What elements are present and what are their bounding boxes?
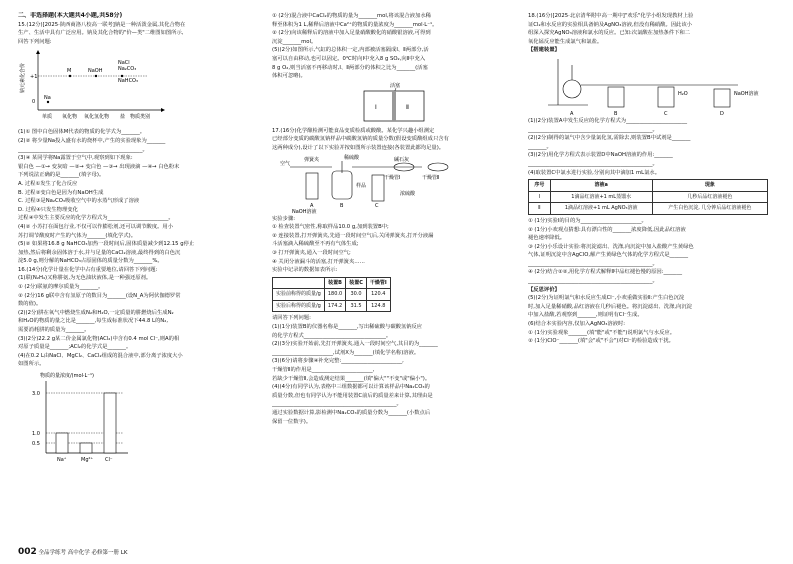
text-line: 中加入盐酸,若观察到_______,则证明有Cl⁻生成。 <box>528 312 643 319</box>
text-line: 组深入探究AgNO₃溶液和氯水的反应。已知:次氯酸在加热条件下和二 <box>528 30 691 37</box>
label-air: 空气 <box>280 160 291 167</box>
table-header-cell: 装置C <box>346 277 367 289</box>
point-m: M <box>67 68 72 75</box>
text-line: (3)(2分)22.2 g某二价金属氯化物(ACl₂)中含有0.4 mol Cl⁻,则A的相 <box>18 335 180 342</box>
bar-1 <box>80 443 92 453</box>
table-cell: 几秒后品红溶液褪色 <box>652 191 767 203</box>
data-table-18 <box>528 179 768 215</box>
text-line: 通过实验数据计算,影检测中Na₂CO₃的质量分数为_______(小数点后 <box>272 410 431 416</box>
text-line: 塞可以自由移动,也可以固定。0℃时向Ⅰ中充入8 g SO₂,向Ⅱ中充入 <box>272 55 426 62</box>
valence-diagram-svg <box>18 48 168 126</box>
text-line: (1)联(N₂H₄)又称肼氨,为无色油状液体,是一种强还原剂。 <box>18 275 152 282</box>
text-line: _______________________________________________。 <box>528 278 658 285</box>
text-line: (1)(2分)装置A中发生反应的化学方程式为_______________________ <box>528 117 687 124</box>
data-table-17 <box>272 277 391 313</box>
text-line: 生产、生活中具有广泛应用。钠及其化合物的"价—类"二维图如图所示, <box>18 30 184 37</box>
label-dryer1: 干燥管Ⅰ <box>384 174 401 181</box>
text-line: (4)取装置C中氯水进行实验,分别向其中滴加1 mL氯水。 <box>528 169 660 176</box>
y-tick-label: 0.5 <box>32 441 40 447</box>
page-footer <box>18 547 127 557</box>
point-nacl: NaCl <box>118 60 130 67</box>
text-line: 淀5.0 g,则分解的NaHCO₃占原固体的质量分数为_______%。 <box>18 258 163 265</box>
text-line: ② 连接装置,打开弹簧夹,先通一段时间空气后,关闭弹簧夹,打开分液漏 <box>272 232 434 239</box>
piston-svg <box>272 81 517 127</box>
text-line: (2)② 将少量Na投入盛有水的烧杯中,产生的实验现象为_______ <box>18 137 166 144</box>
text-line: 需要消耗肼的质量为_______。 <box>18 327 90 334</box>
label-h2so4: 浓硫酸 <box>400 190 416 197</box>
bar-0 <box>56 433 68 453</box>
text-line: 褪色速率降低。 <box>528 235 566 242</box>
text-line: 16.(14分)化学计量在化学中占有重要地位,请回答下列问题: <box>18 266 158 273</box>
x-tick-label: Cl⁻ <box>105 457 113 463</box>
text-line: ① (1分)实验Ⅰ的目的为_______________________。 <box>528 217 647 224</box>
text-line: 若缺少干燥管Ⅱ,会造成测定结果_______(填"偏大""不变"或"偏小")。 <box>272 375 431 382</box>
table-cell: 实验后称得的质量/g <box>273 300 325 312</box>
valence-class-diagram <box>18 48 263 126</box>
page-number: 002 <box>18 547 37 557</box>
label-acid: 稀硫酸 <box>344 154 360 161</box>
y-tick-label: 1.0 <box>32 431 40 437</box>
text-line: 苏打调节酸度时产生的气体为_______(填化学式)。 <box>18 232 137 239</box>
text-line: (5)② 如果将16.8 g NaHCO₃加热一段时间后,固体质量减少到12.15 g停止 <box>18 241 195 248</box>
ion-bar-chart-svg <box>18 371 138 467</box>
text-line: (1)① 图中白色固体M代表的物质的化学式为_______。 <box>18 129 146 136</box>
table-header-cell: 溶液a <box>550 180 652 192</box>
text-line: 17.(16分)化学酿检测可能食品变质检质或酸酸。某化学兴趣小组测定 <box>272 127 435 134</box>
q17-questions <box>272 314 517 426</box>
text-line: B. 过程②变白色是因为有NaOH生成 <box>18 189 104 196</box>
table-header-cell <box>273 277 325 289</box>
ion-concentration-chart <box>18 371 263 467</box>
text-line: ① 检查装置气密性,称取样品10.0 g,加到装置B中; <box>272 224 389 231</box>
text-line: (3)(6分)请将步骤④补充完整:_______________________, <box>272 358 404 365</box>
q18-part4-items <box>528 217 776 286</box>
label-naoh18: NaOH溶液 <box>734 90 759 97</box>
text-line: 如图所示。 <box>18 361 45 368</box>
text-line: 银白色 —①→ 变灰暗 —②→ 变白色 —③→ 出现液滴 —④→ 白色粉末 <box>18 163 180 170</box>
table-header-cell: 现象 <box>652 180 767 192</box>
table-row <box>529 191 768 203</box>
text-line: ③ 打开弹簧夹,通入一段时间空气; <box>272 249 351 256</box>
xcat-salt: 盐 <box>120 114 126 121</box>
text-line: 回答下列问题: <box>18 38 52 45</box>
text-line: 下列说法正确的是_______(填字母)。 <box>18 172 105 179</box>
table-cell: 30.0 <box>346 289 367 301</box>
table-cell: 174.2 <box>324 300 345 312</box>
xcat-oxide: 氧化物 <box>62 114 78 121</box>
text-line: ① (2分)联氨的摩尔质量为_______。 <box>18 284 104 291</box>
text-line: 18.(16分)[2025·北京清华附中高一期中]"欢乐"化学小组发现教材上验 <box>528 13 694 19</box>
table-cell: 1滴品红溶液+1 mL AgNO₃溶液 <box>550 203 652 215</box>
label-c: C <box>375 202 379 209</box>
label-dryer2: 干燥管Ⅱ <box>422 174 440 181</box>
text-line: 过程④中发生主要反应的化学方程式为_______________________。 <box>18 215 174 222</box>
text-line: ② (2分)向该稀释后的溶液中加入足量硝酸酸化的硝酸银溶液,可得到 <box>272 30 431 37</box>
text-line: 时,加入足量稀硝酸,品红溶液在几秒后褪色。将沉淀滤出、洗涤,向沉淀 <box>528 303 692 310</box>
column-2 <box>272 12 517 426</box>
text-line: 体积可忽略)。 <box>272 73 306 80</box>
column-3 <box>528 12 776 346</box>
text-line: (3)④ 某同学将Na露置于空气中,观察到如下现象: <box>18 155 133 162</box>
text-line: (1)(1分)装置B的仪器名称是_______,写出稀硫酸与碳酸氢钠反应 <box>272 324 423 331</box>
text-line: _______________________,试剂X为_______(填化学名称)溶液。 <box>272 349 420 356</box>
text-line: (2)(3分)实验开始前,先打开弹簧夹,通入一段时间空气,其目的为_______ <box>272 341 438 348</box>
text-line: (5)(2分)如图所示,气缸的总体积一定,内部被活塞隔成Ⅰ、Ⅱ两部分,活 <box>272 47 429 54</box>
table-cell: 1滴品红溶液+1 mL蒸馏水 <box>550 191 652 203</box>
chamber-2: Ⅱ <box>406 103 409 111</box>
text-line: 氧化锰反应能生成氯气和氯盐。 <box>528 38 603 45</box>
text-line: 这两种成分),设计了以下实验并按如图所示装置连接(各装置此都均足量)。 <box>272 144 445 151</box>
table-header-row <box>529 180 768 192</box>
text-line: 实验步骤: <box>272 215 295 222</box>
text-line: 请回答下列问题: <box>272 315 311 322</box>
text-line: 干燥管Ⅱ的作用是_______________________, <box>272 367 375 374</box>
diagram-ylabel: 钠元素化合价 <box>20 63 26 94</box>
text-line: (5)(2分)为证明氯气和水反应生成Cl⁻,小欢重做实验Ⅱ:产生白色沉淀 <box>528 295 685 302</box>
text-line: 8 g O₂,则当活塞不再移动时,Ⅰ、Ⅱ两部分的体积之比为_______(活塞 <box>272 64 428 71</box>
text-line: (4)(4分)有同学认为,表格中三组数据都可以计算该样品中Na₂CO₃的 <box>272 384 430 391</box>
text-line: _______________________________________________。 <box>528 160 658 167</box>
text-line: (2)(2分)肼在氧气中燃烧生成N₂和H₂O,一定质量的肼燃烧后生成N₂ <box>18 309 174 316</box>
text-line: 实验中记录的数据如表所示: <box>272 267 338 274</box>
label-b: B <box>340 202 344 209</box>
text-line: 沉淀_______mol。 <box>272 38 317 45</box>
q18-part1-4 <box>528 117 776 177</box>
table-row <box>529 203 768 215</box>
label-water: H₂O <box>678 90 688 97</box>
text-line: 证Cl₂和水反应的实验相具备钠及AgNO₃溶液,但没有稀硝酸。因此该小 <box>528 21 692 28</box>
text-line: 的化学方程式_______________________________。 <box>272 332 392 339</box>
table-header-cell: 干燥管Ⅰ <box>366 277 390 289</box>
q15-q16-text <box>18 128 263 369</box>
text-line: 气体,证明沉淀中含AgClO,解产生黄绿色气体的化学方程式是_______ <box>528 252 689 259</box>
footer-text: 全品学练考 高中化学 必修第一册 LK <box>38 550 128 556</box>
table-header-cell: 序号 <box>529 180 551 192</box>
apparatus-18-svg <box>528 55 776 117</box>
xcat-element: 单质 <box>42 114 53 121</box>
table-cell: 180.0 <box>324 289 345 301</box>
table-header-row <box>273 277 391 289</box>
text-line: 保留一位数字)。 <box>272 418 312 425</box>
label-naoh: NaOH溶液 <box>292 208 317 215</box>
table-row <box>273 289 391 301</box>
label-a18: A <box>570 110 574 117</box>
text-line: 加热,然后将剩余固体溶于水,并与足量的CaCl₂溶液,最终得到的白色沉 <box>18 249 181 256</box>
q18-intro <box>528 12 776 46</box>
label-sample: 样品 <box>356 182 367 189</box>
column-1 <box>18 12 263 469</box>
table-cell: 124.8 <box>366 300 390 312</box>
bar-2 <box>104 393 116 453</box>
text-line: _______。 <box>528 143 552 150</box>
text-line: 数的值)。 <box>18 301 42 308</box>
text-line: 释至体积为1 L,稀释后溶液中Ca²⁺的物质的量浓度为_______mol·L⁻¹。 <box>272 21 438 28</box>
text-line: ② (2分)16 g联中含有氢原子的数目为_______(设N_A为阿伏伽德罗常 <box>18 292 181 299</box>
subheading-reflection: 【反思评价】 <box>528 286 560 293</box>
label-c18: C <box>664 110 668 117</box>
text-line: 对原子质量是_______;ACl₂的化学式是_______。 <box>18 344 132 351</box>
text-line: D. 过程④只发生物理变化 <box>18 206 78 213</box>
label-b18: B <box>614 110 618 117</box>
table-header-cell: 装置B <box>324 277 345 289</box>
point-na2co3: Na₂CO₃ <box>118 66 137 73</box>
label-d18: D <box>720 110 724 117</box>
apparatus-17-svg <box>272 153 517 215</box>
text-line: _______________________________________________。 <box>528 126 658 133</box>
apparatus-figure-18 <box>528 55 776 117</box>
text-line: (3)(2分)用化学方程式表示装置D中NaOH溶液的作用:_______ <box>528 152 673 159</box>
text-line: 已经部分变质的碳酸氢钠样品中碳酸氢钠的质量分数(假设变质酸组成只含有 <box>272 136 449 143</box>
table-cell: Ⅱ <box>529 203 551 215</box>
xcat-hydroxide: 氧化氢化物 <box>84 114 110 121</box>
text-line: (4)② 小苏打在面包行业,不仅可以作膨松剂,还可以调节酸度。用小 <box>18 223 174 230</box>
text-line: ① (1分)实验观象_______(填"能"或"不能")说明氯气与水反应。 <box>528 329 675 336</box>
text-line: 和H₂O的物质的量之比是_______,每生成标准状况下44.8 L的N₂, <box>18 318 169 325</box>
text-line: _______________________________________________。 <box>528 260 658 267</box>
text-line: A. 过程①发生了化合反应 <box>18 180 78 187</box>
point-nahco3: NaHCO₃ <box>118 78 138 85</box>
table-cell: 31.5 <box>346 300 367 312</box>
text-line: (4)在0.2 L由NaCl、MgCl₂、CaCl₂组成的混合液中,部分离子浓度大小 <box>18 352 183 359</box>
ytick-plus1: +1 <box>30 74 38 81</box>
text-line: ① (2分)混合液中CaCl₂的物质的量为_______mol,将该混合液加水稀 <box>272 13 431 19</box>
text-line: 质量分数,但也有同学认为不能用装置C前后的质量差来计算,其理由是 <box>272 392 433 399</box>
text-line: 斗活塞滴入稀硫酸至不再有气体生成; <box>272 241 359 248</box>
piston-label: 活塞 <box>390 82 401 89</box>
chart-title: 物质的量浓度/(mol·L⁻¹) <box>40 373 94 379</box>
text-line: _______________________________________________。 <box>272 401 402 408</box>
label-a: A <box>310 202 314 209</box>
x-tick-label: Mg²⁺ <box>81 457 94 463</box>
text-line: ② (1分)小欢观点猜想:具有漂白性的_______浓度降低,因此品红溶液 <box>528 226 686 233</box>
text-line: ④ 关闭分液漏斗的活塞,打开弹簧夹…… <box>272 258 365 265</box>
label-sodalime: 碱石灰 <box>394 156 410 163</box>
piston-figure <box>272 81 517 127</box>
subheading-setup: 【搭建装置】 <box>528 47 560 54</box>
q15-intro <box>18 21 263 47</box>
text-line: _______________________________________________。 <box>18 146 148 153</box>
text-line: C. 过程③是Na₂CO₃吸收空气中的水蒸气形成了溶液 <box>18 198 140 205</box>
table-cell: 实验前称得的质量/g <box>273 289 325 301</box>
text-line: (6)结合本实验内容,仅加入AgNO₃溶液时: <box>528 321 626 328</box>
table-cell: 120.4 <box>366 289 390 301</box>
y-tick-label: 3.0 <box>32 391 40 397</box>
chamber-1: Ⅰ <box>375 103 377 111</box>
q18-part5-6 <box>528 294 776 346</box>
q17-steps <box>272 215 517 275</box>
text-line: ② (1分)ClO⁻_______(填"会"或"不会")对Cl⁻的检验造成干扰。 <box>528 338 674 345</box>
point-naoh: NaOH <box>88 68 103 75</box>
table-row <box>273 300 391 312</box>
x-tick-label: Na⁺ <box>57 457 67 463</box>
q17-intro <box>272 127 517 153</box>
text-line: 15.(12分)[2025·陕西商洛八校高一联考]钠是一种活泼金属,其化合物在 <box>18 21 186 28</box>
point-na: Na <box>44 95 51 102</box>
xcat-class: 物质类别 <box>130 114 151 121</box>
apparatus-figure-17 <box>272 153 517 215</box>
text-line: (2)(2分)制得的氯气中含少量氯化氢,需除去,则装置B中试剂是_______ <box>528 135 691 142</box>
ytick-0: 0 <box>32 99 36 106</box>
text-line: ③ (2分)小乐设计实验:将沉淀滤出、洗涤,向沉淀中加入盐酸产生黄绿色 <box>528 243 694 250</box>
table-cell: Ⅰ <box>529 191 551 203</box>
q16-continued <box>272 12 517 81</box>
section-title: 二、非选择题(本大题共4小题,共58分) <box>18 12 123 19</box>
table-cell: 产生白色沉淀, 几分钟后品红溶液褪色 <box>652 203 767 215</box>
label-clip: 弹簧夹 <box>304 156 320 163</box>
text-line: ④ (2分)结合②②,用化学方程式解释Ⅱ中品红褪色慢的原因:_______ <box>528 269 682 276</box>
